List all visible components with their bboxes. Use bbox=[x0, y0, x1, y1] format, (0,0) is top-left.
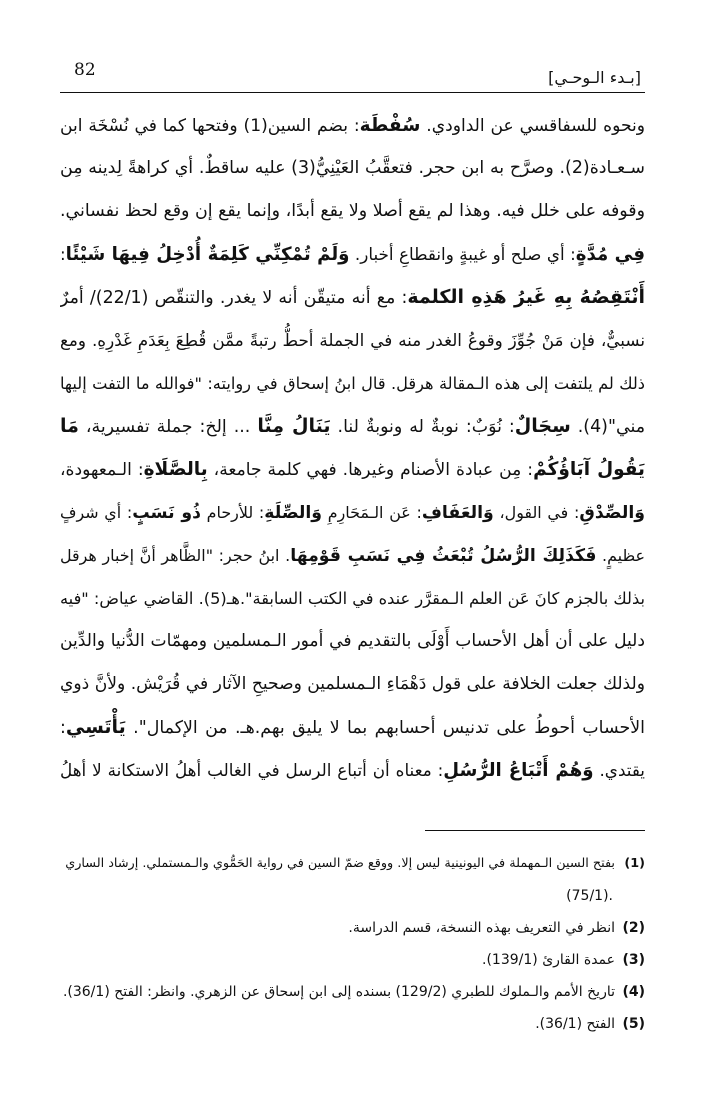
body-text bbox=[60, 104, 645, 792]
footnote-text: انظر في التعريف بهذه النسخة، قسم الدراسة. bbox=[348, 920, 615, 936]
footnote bbox=[60, 880, 645, 912]
footnotes bbox=[60, 848, 645, 1040]
commentary-text: وقوفه على خلل فيه. وهذا لم يقع أصلا ولا يقع أبدًا، وإنما يقع إن وقع لحظ نفساني. bbox=[60, 201, 645, 221]
commentary-text: . ابنُ حجر: "الظَّاهر أنَّ إخبار هرقل bbox=[60, 546, 291, 565]
highlighted-hadith-text: وَلَمْ تُمْكِنِّي كَلِمَةٌ أُدْخِلُ فِيهَا شَيْئًا bbox=[65, 244, 350, 265]
footnote-number: (2) bbox=[622, 920, 645, 936]
highlighted-hadith-text: وَالصِّلَةِ bbox=[264, 503, 322, 523]
commentary-text: بذلك بالجزم كانَ عَن العلم الـمقرَّر عنده في الكتب السابقة".هـ(5). القاضي عياض: "فيه bbox=[60, 589, 645, 608]
footnote-number: (4) bbox=[622, 984, 645, 1000]
footnote-separator bbox=[425, 830, 645, 831]
footnote bbox=[60, 976, 645, 1008]
commentary-text: مني"(4). bbox=[570, 417, 645, 437]
footnote-text: .(75/1) bbox=[566, 888, 613, 904]
commentary-text: ذلك لم يلتفت إلى هذه الـمقالة هرقل. قال ابنُ إسحاق في روايته: "فوالله ما التفت إليها bbox=[60, 374, 645, 393]
highlighted-hadith-text: وَالصِّدْقِ bbox=[579, 503, 645, 523]
text-line bbox=[60, 190, 645, 233]
commentary-text: : عَن الـمَحَارِمِ bbox=[322, 503, 422, 522]
commentary-text: : مع أنه متيقّن أنه لا يغدر. والتنقّص (22/1)/ أمرٌ bbox=[60, 288, 408, 308]
commentary-text: ولذلك جعلت الخلافة على قول دَهْمَاءِ الـمسلمين وصحيحِ الآثار في قُرَيْش. ولأنَّ ذوي bbox=[60, 674, 645, 694]
highlighted-hadith-text: وَالعَفَافِ bbox=[421, 503, 494, 523]
commentary-text: الأحساب أحوطُ على تدنيس أحسابهم بما لا يليق بهم.هـ. من الإكمال". bbox=[125, 718, 645, 738]
text-line bbox=[60, 362, 645, 405]
text-line bbox=[60, 577, 645, 620]
header-title: [بـدء الـوحـي] bbox=[548, 68, 641, 87]
commentary-text: : معناه أن أتباع الرسل في الغالب أهلُ الاستكانة لا أهلُ bbox=[60, 760, 444, 780]
highlighted-hadith-text: ذُو نَسَبٍ bbox=[132, 503, 201, 523]
text-line bbox=[60, 706, 645, 749]
commentary-text: نسبيٌّ، فإن مَنْ جُوِّزَ وقوعُ الغدر منه في الجملة أحطُّ رتبةً ممَّن قُطِعَ بِعَدَمِ غَدْرِهِ. ومع bbox=[60, 330, 645, 350]
footnote-number: (5) bbox=[622, 1016, 645, 1032]
highlighted-hadith-text: يَقُولُ آبَاؤُكُمْ bbox=[533, 459, 645, 480]
running-header bbox=[60, 58, 645, 94]
commentary-text: : للأرحام bbox=[200, 503, 265, 522]
footnote-text: عمدة القارئ (139/1). bbox=[482, 952, 615, 968]
commentary-text: ونحوه للسفاقسي عن الداودي. bbox=[420, 116, 645, 136]
page-number: 82 bbox=[74, 60, 96, 80]
highlighted-hadith-text: بِالصَّلَاةِ bbox=[143, 459, 208, 480]
text-line bbox=[60, 233, 645, 276]
highlighted-hadith-text: مَا bbox=[60, 415, 79, 437]
footnote-number: (1) bbox=[624, 856, 645, 871]
commentary-text: : بضم السين(1) وفتحها كما في نُسْخَة ابن bbox=[60, 116, 360, 136]
text-line bbox=[60, 491, 645, 534]
footnote-number: (3) bbox=[622, 952, 645, 968]
header-rule bbox=[60, 92, 645, 93]
commentary-text: دليل على أن أهل الأحساب أَوْلَى بالتقديم في أمور الـمسلمين ومهمّات الدُّنيا والدِّين bbox=[60, 631, 645, 651]
text-line bbox=[60, 448, 645, 491]
footnote-text: الفتح (36/1). bbox=[535, 1016, 615, 1032]
commentary-text: عظيمٍ. bbox=[596, 546, 645, 565]
commentary-text: يقتدي. bbox=[593, 760, 645, 780]
commentary-text: سـعـادة(2). وصرَّح به ابن حجر. فتعقَّبُ العَيْنِيُّ(3) عليه ساقطٌ. أي كراهةً لِدينه مِن bbox=[60, 158, 645, 178]
highlighted-hadith-text: وَهُمْ أَتْبَاعُ الرُّسُلِ bbox=[443, 760, 594, 781]
highlighted-hadith-text: سِجَالٌ bbox=[514, 415, 571, 437]
commentary-text: : bbox=[60, 718, 66, 738]
commentary-text: ... إلخ: جملة تفسيرية، bbox=[78, 417, 258, 437]
text-line bbox=[60, 749, 645, 792]
commentary-text: : bbox=[60, 244, 66, 264]
footnote-text: بفتح السين الـمهملة في اليونينية ليس إلا. ووقع ضمّ السين في رواية الحَمُّوي والـمستملي. إرشاد الساري bbox=[65, 856, 615, 871]
footnote-text: تاريخ الأمم والـملوك للطبري (129/2) بسنده إلى ابن إسحاق عن الزهري. وانظر: الفتح (36/1). bbox=[62, 984, 615, 1000]
highlighted-hadith-text: أَنْتَقِصُهُ بِهِ غَيرُ هَذِهِ الكلمة bbox=[407, 286, 645, 308]
text-line bbox=[60, 663, 645, 706]
text-line bbox=[60, 319, 645, 362]
highlighted-hadith-text: فِي مُدَّةٍ bbox=[575, 244, 645, 265]
footnote bbox=[60, 944, 645, 976]
highlighted-hadith-text: فَكَذَلِكَ الرُّسُلُ تُبْعَثُ فِي نَسَبِ قَوْمِهَا bbox=[290, 546, 597, 566]
commentary-text: : في القول، bbox=[493, 503, 580, 522]
highlighted-hadith-text: يَأْتَسِي bbox=[65, 716, 126, 738]
highlighted-hadith-text: سُفْطَة bbox=[359, 115, 421, 136]
text-line bbox=[60, 534, 645, 577]
commentary-text: : الـمعهودة، bbox=[60, 460, 144, 480]
commentary-text: : أي صلح أو غيبةٍ وانقطاعِ أخبار. bbox=[349, 244, 576, 264]
footnote bbox=[60, 848, 645, 880]
text-line bbox=[60, 405, 645, 448]
text-line bbox=[60, 620, 645, 663]
commentary-text: : أي شرفٍ bbox=[60, 503, 133, 522]
footnote bbox=[60, 912, 645, 944]
text-line bbox=[60, 147, 645, 190]
text-line bbox=[60, 104, 645, 147]
commentary-text: : نُوَبٌ: نوبةٌ له ونوبةٌ لنا. bbox=[330, 417, 515, 437]
text-line bbox=[60, 276, 645, 319]
commentary-text: : مِن عبادة الأصنام وغيرها. فهي كلمة جامعة، bbox=[207, 460, 534, 480]
footnote bbox=[60, 1008, 645, 1040]
highlighted-hadith-text: يَنَالُ مِنَّا bbox=[257, 415, 331, 437]
